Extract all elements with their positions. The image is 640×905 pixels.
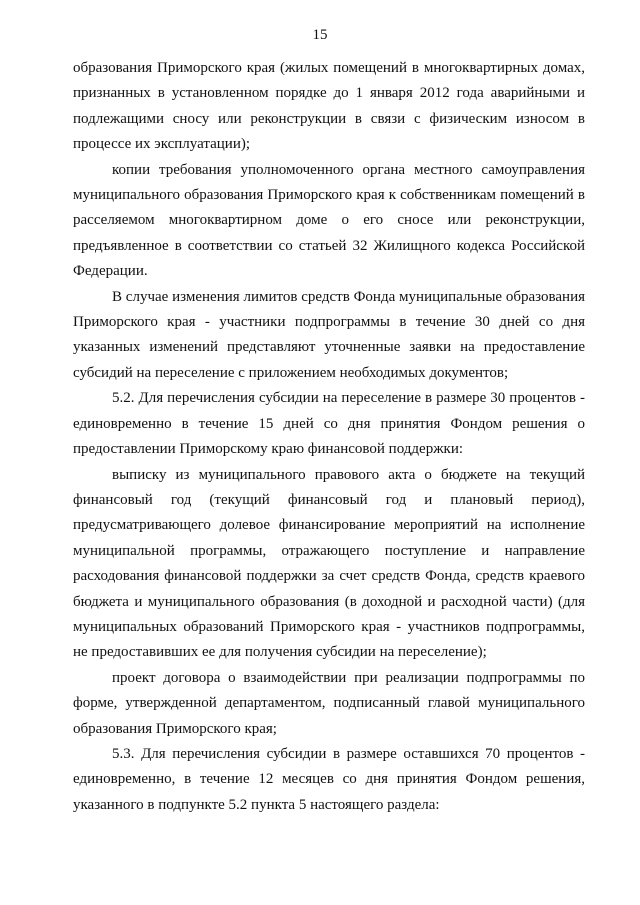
page-number: 15 xyxy=(312,27,328,43)
paragraph-section-5-2: 5.2. Для перечисления субсидии на переселение в размере 30 процентов - единовременно в течение 15 дней со дня принятия Фондом решения о предоставлении Приморскому краю финансовой поддержки: xyxy=(73,390,585,458)
document-body xyxy=(73,56,585,818)
paragraph-demolition-requirement: копии требования уполномоченного органа местного самоуправления муниципального образования Приморского края к собственникам помещений в расселяемом многоквартирном доме о его сносе или реконструкции, предъявленное в соответствии со статьей 32 Жилищного кодекса Российской Федерации. xyxy=(73,161,585,280)
paragraph-budget-extract: выписку из муниципального правового акта о бюджете на текущий финансовый год (текущий финансовый год и плановый период), предусматривающего долевое финансирование мероприятий на исполнение муниципальной программы, отражающего поступление и направление расходования финансовой поддержки за счет средств Фонда, средств краевого бюджета и муниципального образования (в доходной и расходной части) (для муниципальных образований Приморского края - участников подпрограммы, не предоставивших ее для получения субсидии на переселение); xyxy=(73,466,585,661)
paragraph-section-5-3: 5.3. Для перечисления субсидии в размере оставшихся 70 процентов - единовременно, в течение 12 месяцев со дня принятия Фондом решения, указанного в подпункте 5.2 пункта 5 настоящего раздела: xyxy=(73,745,585,813)
paragraph-draft-agreement: проект договора о взаимодействии при реализации подпрограммы по форме, утвержденной департаментом, подписанный главой муниципального образования Приморского края; xyxy=(73,669,585,737)
paragraph-fund-limits-change: В случае изменения лимитов средств Фонда муниципальные образования Приморского края - участники подпрограммы в течение 30 дней со дня указанных изменений представляют уточненные заявки на предоставление субсидий на переселение с приложением необходимых документов; xyxy=(73,288,585,381)
paragraph-housing-condition: образования Приморского края (жилых помещений в многоквартирных домах, признанных в установленном порядке до 1 января 2012 года аварийными и подлежащими сносу или реконструкции в связи с физическим износом в процессе их эксплуатации); xyxy=(73,60,585,153)
